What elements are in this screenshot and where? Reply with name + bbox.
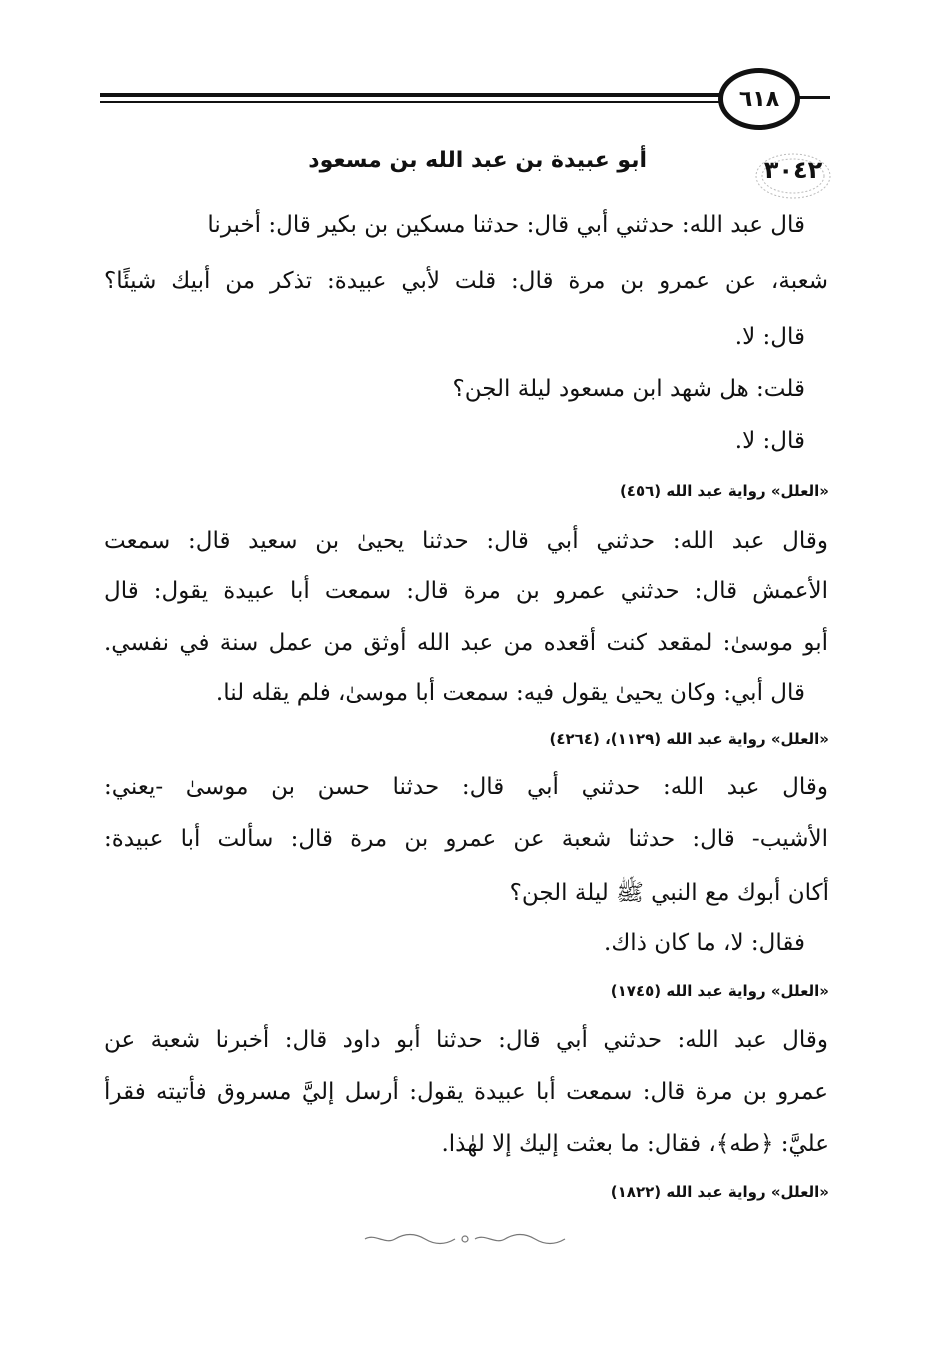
p3-line-1: وقال عبد الله: حدثني أبي قال: حدثنا حسن بن موسىٰ -يعني: — [104, 774, 828, 800]
p1-line-5: قال: لا. — [734, 428, 805, 454]
p4-line-2: عمرو بن مرة قال: سمعت أبا عبيدة يقول: أرسل إليَّ مسروق فأتيته فقرأ — [104, 1079, 828, 1105]
p2-line-1: وقال عبد الله: حدثني أبي قال: حدثنا يحيىٰ بن سعيد قال: سمعت — [104, 528, 828, 554]
citation-3: «العلل» رواية عبد الله (١٧٤٥) — [610, 982, 829, 1000]
page-number-badge — [718, 68, 800, 130]
header-rule-thin — [100, 101, 720, 103]
entry-number: ٣٠٤٢ — [763, 156, 823, 184]
page-number: ٦١٨ — [738, 86, 780, 112]
citation-4: «العلل» رواية عبد الله (١٨٢٢) — [610, 1183, 829, 1201]
p3-line-2: الأشيب- قال: حدثنا شعبة عن عمرو بن مرة قال: سألت أبا عبيدة: — [104, 826, 828, 852]
p2-line-3: أبو موسىٰ: لمقعد كنت أقعده من عبد الله أوثق من عمل سنة في نفسي. — [104, 630, 828, 656]
entry-title: أبو عبيدة بن عبد الله بن مسعود — [308, 148, 647, 173]
p1-line-1: قال عبد الله: حدثني أبي قال: حدثنا مسكين بن بكير قال: أخبرنا — [207, 212, 805, 238]
p1-line-4: قلت: هل شهد ابن مسعود ليلة الجن؟ — [452, 376, 805, 402]
p4-line-3: عليَّ: ﴿طه﴾، فقال: ما بعثت إليك إلا لهٰذا. — [441, 1131, 829, 1157]
header-rule — [100, 93, 720, 97]
citation-2: «العلل» رواية عبد الله (١١٢٩)، (٤٢٦٤) — [549, 730, 829, 748]
header-rule-right — [798, 96, 830, 99]
entry-number-badge — [752, 150, 834, 202]
citation-1: «العلل» رواية عبد الله (٤٥٦) — [619, 482, 829, 500]
p4-line-1: وقال عبد الله: حدثني أبي قال: حدثنا أبو داود قال: أخبرنا شعبة عن — [104, 1027, 828, 1053]
p1-line-3: قال: لا. — [734, 324, 805, 350]
p1-line-2: شعبة، عن عمرو بن مرة قال: قلت لأبي عبيدة: تذكر من أبيك شيئًا؟ — [104, 268, 828, 294]
p2-line-2: الأعمش قال: حدثني عمرو بن مرة قال: سمعت أبا عبيدة يقول: قال — [104, 578, 828, 604]
p3-line-3: أكان أبوك مع النبي ﷺ ليلة الجن؟ — [509, 880, 829, 906]
p2-line-4: قال أبي: وكان يحيىٰ يقول فيه: سمعت أبا موسىٰ، فلم يقله لنا. — [215, 680, 805, 706]
p3-line-4: فقال: لا، ما كان ذاك. — [604, 930, 805, 956]
end-ornament-icon — [360, 1232, 570, 1246]
